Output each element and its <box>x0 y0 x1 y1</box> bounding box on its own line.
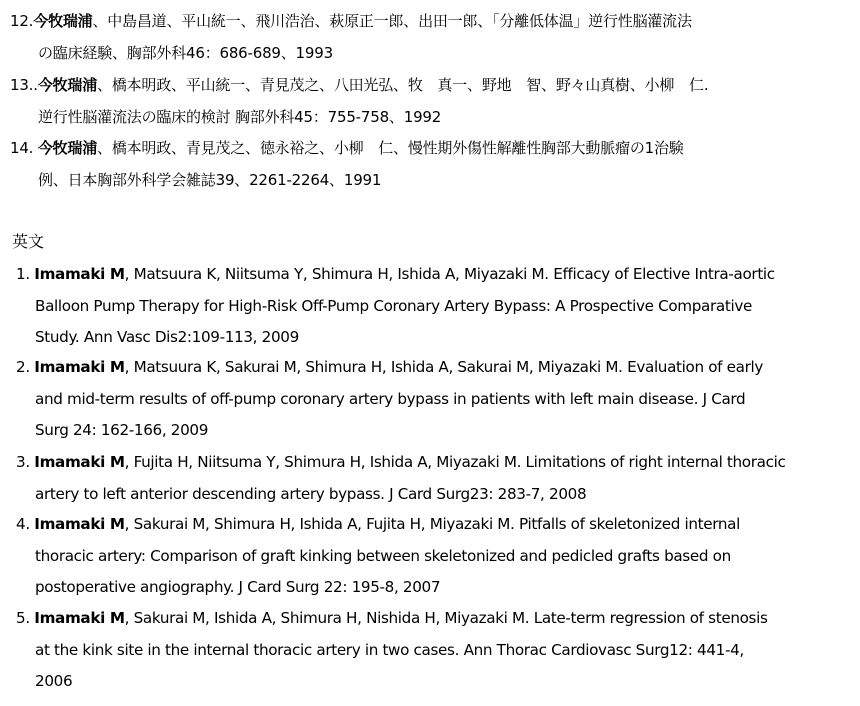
reference-author: Imamaki M <box>34 515 125 533</box>
reference-line <box>16 259 846 291</box>
english-reference-2 <box>16 352 846 447</box>
reference-author: 今牧瑞浦 <box>33 12 93 30</box>
reference-line <box>16 352 846 384</box>
reference-line: 2006 <box>35 672 73 690</box>
reference-line: 逆行性脳灌流法の臨床的検討 胸部外科45：755-758、1992 <box>38 107 442 126</box>
reference-line <box>10 70 850 102</box>
reference-line <box>10 6 850 38</box>
reference-line <box>10 133 850 165</box>
reference-author: Imamaki M <box>34 358 125 376</box>
english-reference-1 <box>16 259 846 354</box>
reference-text: 、橋本明政、平山統一、青見茂之、八田光弘、牧 真一、野地 智、野々山真樹、小柳 仁. <box>97 76 709 94</box>
reference-line: thoracic artery: Comparison of graft kinking between skeletonized and pedicled grafts based on <box>35 546 731 565</box>
reference-author: 今牧瑞浦 <box>37 76 98 94</box>
reference-number: 13.. <box>10 76 38 94</box>
reference-number: 4. <box>16 515 35 533</box>
japanese-reference-13 <box>10 70 850 133</box>
reference-line: postoperative angiography. J Card Surg 22: 195-8, 2007 <box>35 578 441 596</box>
reference-line: 例、日本胸部外科学会雑誌39、2261-2264、1991 <box>38 170 382 189</box>
reference-text: , Matsuura K, Sakurai M, Shimura H, Ishida A, Sakurai M, Miyazaki M. Evaluation of early <box>124 358 763 376</box>
reference-line: artery to left anterior descending artery bypass. J Card Surg23: 283-7, 2008 <box>35 484 587 503</box>
reference-line <box>16 603 846 635</box>
reference-line: and mid-term results of off-pump coronary artery bypass in patients with left main disease. J Card <box>35 389 746 408</box>
reference-line: Balloon Pump Therapy for High-Risk Off-Pump Coronary Artery Bypass: A Prospective Comparative <box>35 296 752 315</box>
reference-author: Imamaki M <box>34 609 125 627</box>
section-heading-english: 英文 <box>12 232 45 251</box>
reference-number: 1. <box>16 265 35 283</box>
reference-author: Imamaki M <box>34 265 125 283</box>
japanese-reference-14 <box>10 133 850 196</box>
reference-line <box>16 509 846 541</box>
reference-text: , Matsuura K, Niitsuma Y, Shimura H, Ishida A, Miyazaki M. Efficacy of Elective Intra-aortic <box>124 265 775 283</box>
reference-number: 12. <box>10 12 34 30</box>
reference-number: 14. <box>10 139 38 157</box>
reference-line: の臨床経験、胸部外科46：686-689、1993 <box>38 43 333 62</box>
reference-author: 今牧瑞浦 <box>37 139 98 157</box>
reference-text: , Sakurai M, Ishida A, Shimura H, Nishida H, Miyazaki M. Late-term regression of stenosis <box>124 609 768 627</box>
reference-line: Study. Ann Vasc Dis2:109-113, 2009 <box>35 328 299 346</box>
english-reference-3 <box>16 447 846 510</box>
reference-line: at the kink site in the internal thoracic artery in two cases. Ann Thorac Cardiovasc Surg12: 441-4, <box>35 640 744 659</box>
reference-text: 、中島昌道、平山統一、飛川浩治、萩原正一郎、出田一郎、「分離低体温」逆行性脳灌流法 <box>92 12 692 30</box>
japanese-reference-12 <box>10 6 850 69</box>
reference-text: , Sakurai M, Shimura H, Ishida A, Fujita H, Miyazaki M. Pitfalls of skeletonized internal <box>124 515 740 533</box>
reference-author: Imamaki M <box>34 453 125 471</box>
reference-number: 5. <box>16 609 35 627</box>
english-reference-4 <box>16 509 846 604</box>
reference-line <box>16 447 846 479</box>
english-reference-5 <box>16 603 846 698</box>
reference-line: Surg 24: 162-166, 2009 <box>35 421 209 439</box>
reference-text: , Fujita H, Niitsuma Y, Shimura H, Ishida A, Miyazaki M. Limitations of right internal thoracic <box>124 453 786 471</box>
reference-text: 、橋本明政、青見茂之、徳永裕之、小柳 仁、慢性期外傷性解離性胸部大動脈瘤の1治験 <box>97 139 684 157</box>
reference-number: 2. <box>16 358 35 376</box>
reference-number: 3. <box>16 453 35 471</box>
